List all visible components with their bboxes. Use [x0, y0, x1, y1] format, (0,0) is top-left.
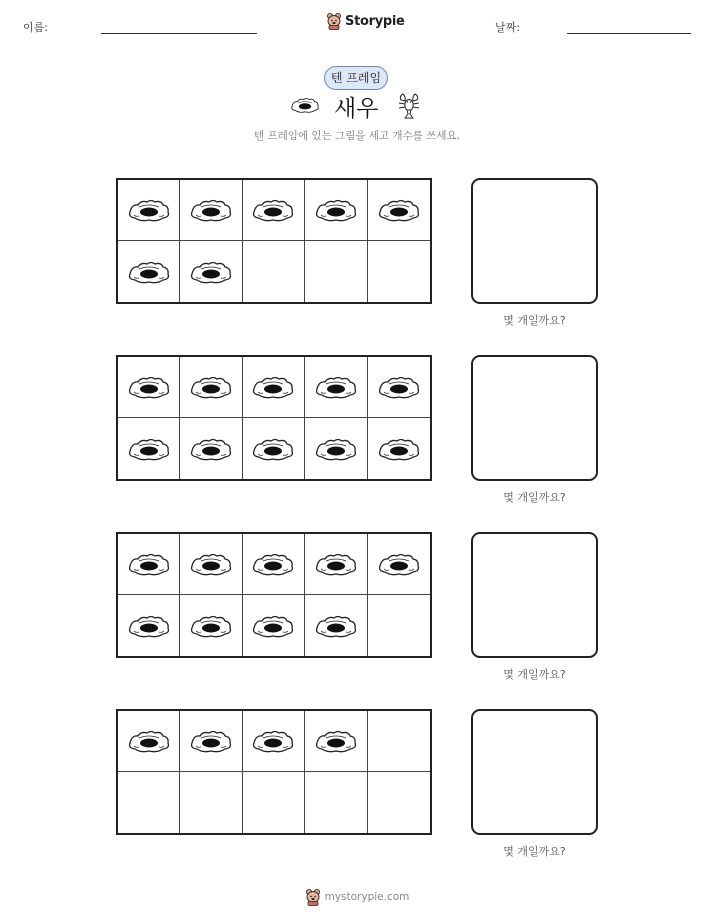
footer [0, 888, 714, 906]
frame-cell [118, 241, 180, 302]
shrimp-dumpling-icon [127, 613, 171, 639]
frame-cell [368, 772, 430, 833]
lobster-icon [396, 92, 422, 120]
shrimp-dumpling-icon [251, 613, 295, 639]
frame-cell [243, 711, 305, 772]
ten-frame-2 [116, 355, 432, 481]
frame-cell [118, 534, 180, 595]
frame-cell [118, 357, 180, 418]
shrimp-dumpling-icon [251, 551, 295, 577]
answer-box-2[interactable] [471, 355, 598, 481]
shrimp-dumpling-icon [377, 436, 421, 462]
frame-cell [368, 595, 430, 656]
frame-cell [305, 772, 367, 833]
frame-cell [180, 180, 242, 241]
shrimp-dumpling-icon [189, 259, 233, 285]
topic-pill: 텐 프레임 [324, 66, 388, 90]
question-text-2: 몇 개일까요? [503, 491, 566, 504]
answer-box-3[interactable] [471, 532, 598, 658]
frame-cell [118, 180, 180, 241]
shrimp-dumpling-icon [290, 96, 320, 114]
shrimp-dumpling-icon [189, 728, 233, 754]
shrimp-dumpling-icon [377, 197, 421, 223]
frame-cell [118, 595, 180, 656]
shrimp-dumpling-icon [127, 374, 171, 400]
frame-cell [305, 711, 367, 772]
question-text-3: 몇 개일까요? [503, 668, 566, 681]
shrimp-dumpling-icon [377, 551, 421, 577]
date-line[interactable] [567, 33, 691, 34]
footer-url[interactable]: mystorypie.com [324, 891, 410, 903]
frame-cell [180, 534, 242, 595]
frame-cell [180, 357, 242, 418]
frame-cell [305, 534, 367, 595]
frame-cell [368, 711, 430, 772]
shrimp-dumpling-icon [189, 551, 233, 577]
shrimp-dumpling-icon [251, 374, 295, 400]
shrimp-dumpling-icon [127, 551, 171, 577]
brand-logo [326, 12, 405, 30]
frame-cell [180, 711, 242, 772]
frame-cell [305, 357, 367, 418]
ten-frame-3 [116, 532, 432, 658]
frame-cell [243, 772, 305, 833]
shrimp-dumpling-icon [251, 197, 295, 223]
date-label: 날짜: [495, 21, 520, 34]
answer-box-1[interactable] [471, 178, 598, 304]
frame-cell [243, 534, 305, 595]
shrimp-dumpling-icon [314, 374, 358, 400]
answer-box-4[interactable] [471, 709, 598, 835]
shrimp-dumpling-icon [189, 374, 233, 400]
frame-cell [243, 357, 305, 418]
question-text-4: 몇 개일까요? [503, 845, 566, 858]
frame-cell [118, 772, 180, 833]
page-title: 새우 [334, 96, 379, 122]
frame-cell [368, 534, 430, 595]
shrimp-dumpling-icon [251, 436, 295, 462]
frame-cell [243, 595, 305, 656]
question-text-1: 몇 개일까요? [503, 314, 566, 327]
frame-cell [180, 241, 242, 302]
brand-name: Storypie [345, 13, 405, 29]
ten-frame-1 [116, 178, 432, 304]
frame-cell [305, 241, 367, 302]
shrimp-dumpling-icon [127, 259, 171, 285]
name-label: 이름: [23, 21, 48, 34]
frame-cell [118, 711, 180, 772]
frame-cell [305, 418, 367, 479]
frame-cell [368, 180, 430, 241]
name-line[interactable] [101, 33, 257, 34]
frame-cell [180, 772, 242, 833]
shrimp-dumpling-icon [314, 613, 358, 639]
frame-cell [180, 595, 242, 656]
frame-cell [368, 418, 430, 479]
ten-frame-4 [116, 709, 432, 835]
shrimp-dumpling-icon [314, 436, 358, 462]
shrimp-dumpling-icon [189, 197, 233, 223]
frame-cell [305, 180, 367, 241]
shrimp-dumpling-icon [189, 436, 233, 462]
frame-cell [118, 418, 180, 479]
frame-cell [180, 418, 242, 479]
shrimp-dumpling-icon [314, 551, 358, 577]
bear-mascot-icon [326, 12, 342, 30]
frame-cell [305, 595, 367, 656]
shrimp-dumpling-icon [127, 728, 171, 754]
frame-cell [368, 357, 430, 418]
shrimp-dumpling-icon [127, 436, 171, 462]
shrimp-dumpling-icon [127, 197, 171, 223]
frame-cell [368, 241, 430, 302]
frame-cell [243, 418, 305, 479]
shrimp-dumpling-icon [251, 728, 295, 754]
shrimp-dumpling-icon [314, 197, 358, 223]
frame-cell [243, 180, 305, 241]
shrimp-dumpling-icon [314, 728, 358, 754]
shrimp-dumpling-icon [377, 374, 421, 400]
shrimp-dumpling-icon [189, 613, 233, 639]
instruction-text: 텐 프레임에 있는 그림을 세고 개수를 쓰세요. [254, 130, 460, 142]
frame-cell [243, 241, 305, 302]
bear-mascot-icon [305, 888, 321, 906]
